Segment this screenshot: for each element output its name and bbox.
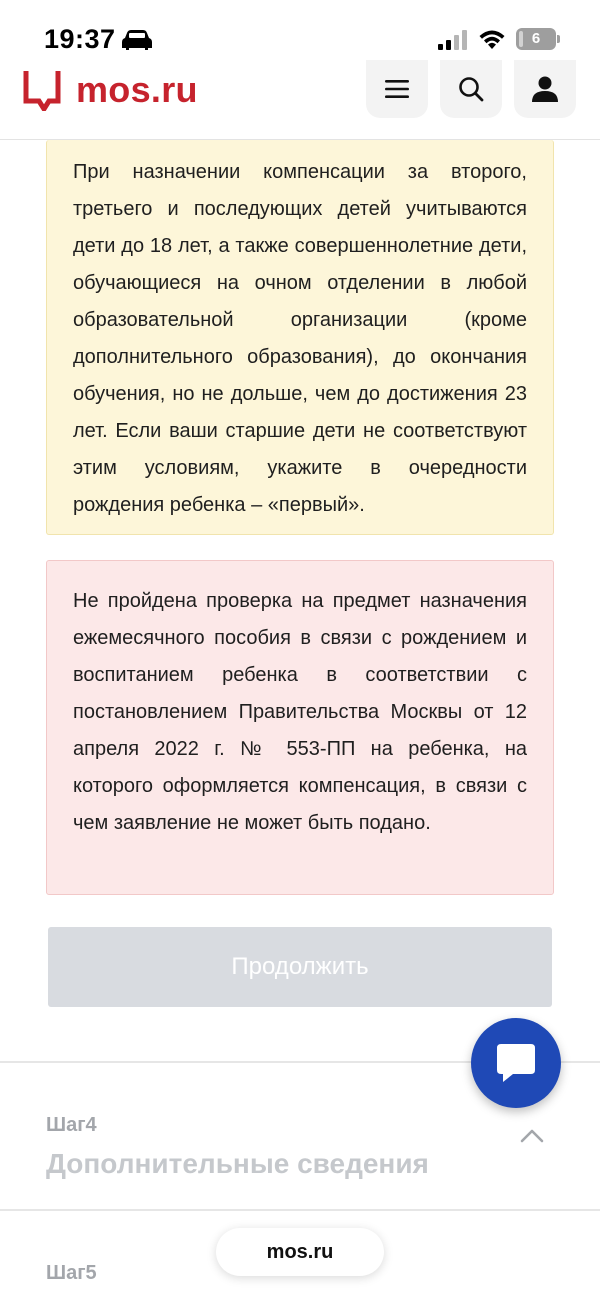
- logo-text: mos.ru: [76, 69, 198, 110]
- browser-url-bar[interactable]: mos.ru: [216, 1228, 384, 1276]
- divider: [0, 1209, 600, 1211]
- continue-button[interactable]: Продолжить: [48, 927, 552, 1007]
- error-notice-text: Не пройдена проверка на предмет назначения ежемесячного пособия в связи с рождением и воспитанием ребенка в соответствии с постановлением Правительства Москвы от 12 апреля 2022 г. № 553-ПП на ребенка, на которого оформляется компенсация, в связи с чем заявление не может быть подано.: [73, 590, 527, 834]
- step-4-number: Шаг4: [46, 1114, 97, 1136]
- logo[interactable]: [22, 68, 198, 112]
- step-5-number: Шаг5: [46, 1262, 97, 1284]
- search-button[interactable]: [440, 60, 502, 118]
- profile-button[interactable]: [514, 60, 576, 118]
- status-time: 19:37: [44, 24, 116, 54]
- battery-icon: [516, 28, 560, 50]
- menu-button[interactable]: [366, 60, 428, 118]
- logo-icon: [22, 69, 62, 111]
- signal-icon: [438, 30, 468, 50]
- chevron-up-icon[interactable]: [519, 1126, 545, 1144]
- menu-icon: [383, 75, 411, 103]
- battery-percent: 6: [531, 30, 541, 47]
- chat-icon: [493, 1040, 539, 1086]
- error-notice: [46, 560, 554, 895]
- search-icon: [457, 75, 485, 103]
- car-icon: [122, 30, 152, 50]
- info-notice-text: При назначении компенсации за второго, третьего и последующих детей учитываются дети до 18 лет, а также совершеннолетние дети, обучающиеся на очном отделении в любой образовательной организации (кроме дополнительного образования), до окончания обучения, но не дольше, чем до достижения 23 лет. Если ваши старшие дети не соответствуют этим условиям, укажите в очередности рождения ребенка – «первый».: [73, 161, 527, 516]
- step-4-title: Дополнительные сведения: [46, 1148, 429, 1179]
- profile-icon: [531, 75, 559, 103]
- chat-button[interactable]: [471, 1018, 561, 1108]
- info-notice: [46, 140, 554, 535]
- site-header: [0, 60, 600, 140]
- wifi-icon: [478, 27, 506, 51]
